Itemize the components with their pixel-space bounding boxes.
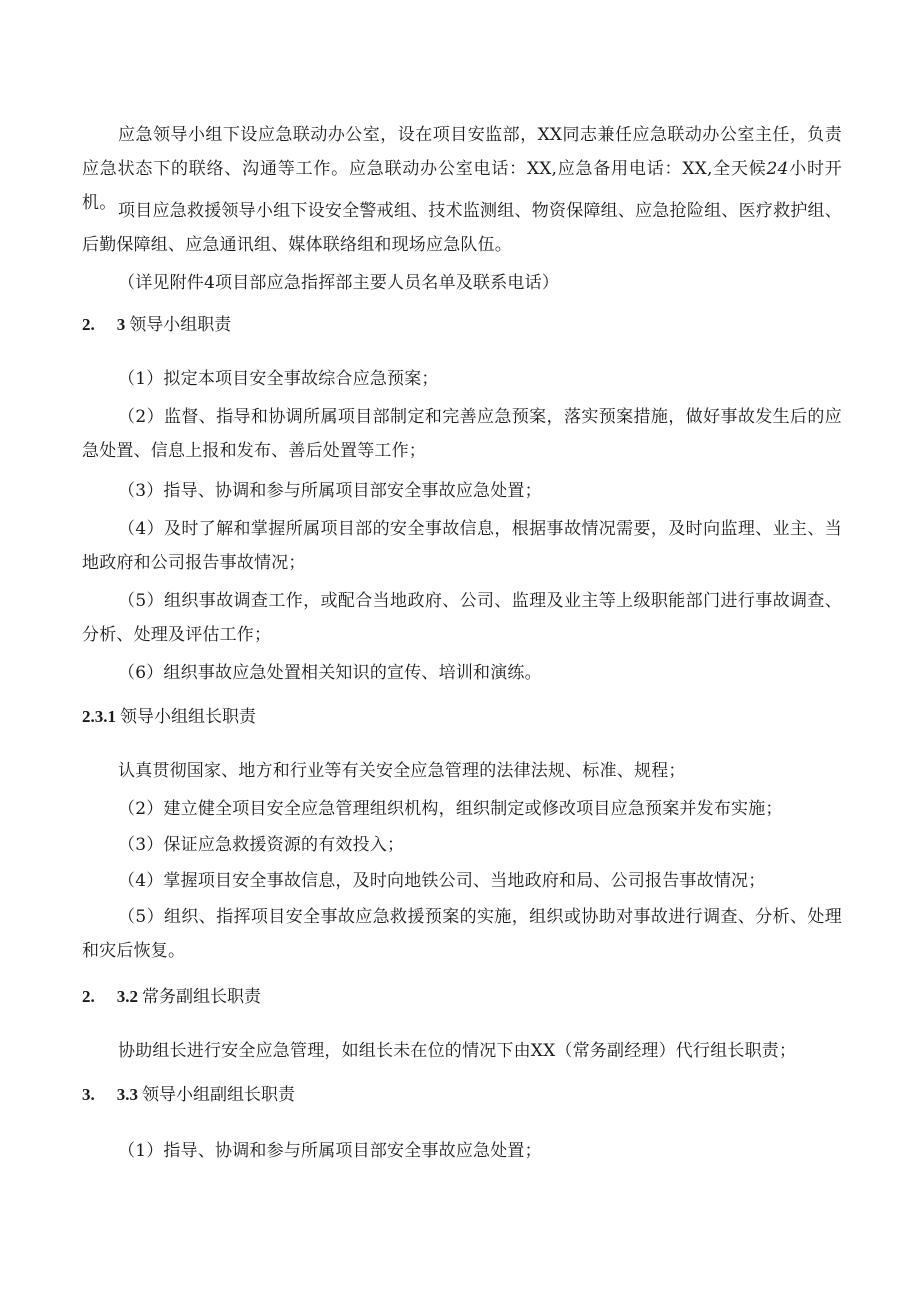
list-item: （3）指导、协调和参与所属项目部安全事故应急处置； bbox=[118, 481, 542, 501]
heading-2-3-2 bbox=[82, 980, 261, 1014]
list-item: （2）监督、指导和协调所属项目部制定和完善应急预案，落实预案措施，做好事故发生后的应急处置、信息上报和发布、善后处置等工作； bbox=[82, 407, 842, 461]
paragraph-office-hours: 24 bbox=[766, 159, 789, 179]
heading-2-3-num-b: 3 bbox=[116, 315, 126, 334]
heading-3-3-3 bbox=[82, 1078, 295, 1112]
list-item: （1）拟定本项目安全事故综合应急预案； bbox=[118, 369, 439, 389]
heading-2-3-title: 领导小组职责 bbox=[129, 315, 232, 335]
list-item: （5）组织事故调查工作，或配合当地政府、公司、监理及业主等上级职能部门进行事故调查、分析、处理及评估工作； bbox=[82, 591, 842, 645]
paragraph-lead: 协助组长进行安全应急管理，如组长未在位的情况下由XX（常务副经理）代行组长职责； bbox=[118, 1041, 797, 1061]
list-item: （1）指导、协调和参与所属项目部安全事故应急处置； bbox=[118, 1141, 542, 1161]
heading-3-3-3-title: 领导小组副组长职责 bbox=[142, 1085, 295, 1105]
heading-2-3-1-title: 领导小组组长职责 bbox=[120, 707, 256, 727]
list-item: （2）建立健全项目安全应急管理组织机构，组织制定或修改项目应急预案并发布实施； bbox=[118, 799, 783, 819]
paragraph-groups: 项目应急救援领导小组下设安全警戒组、技术监测组、物资保障组、应急抢险组、医疗救护组、后勤保障组、应急通讯组、媒体联络组和现场应急队伍。 bbox=[82, 201, 842, 255]
paragraph-lead: 认真贯彻国家、地方和行业等有关安全应急管理的法律法规、标准、规程； bbox=[118, 761, 686, 781]
paragraph-attachment-note: （详见附件4项目部应急指挥部主要人员名单及联系电话） bbox=[118, 273, 560, 293]
list-item: （5）组织、指挥项目安全事故应急救援预案的实施，组织或协助对事故进行调查、分析、处理和灾后恢复。 bbox=[82, 907, 842, 961]
heading-2-3 bbox=[82, 308, 231, 342]
heading-2-3-2-title: 常务副组长职责 bbox=[142, 987, 261, 1007]
heading-3-3-3-num-b: 3.3 bbox=[116, 1085, 138, 1104]
paragraph-office-tail: 小时开机。 bbox=[82, 159, 842, 213]
list-item: （4）掌握项目安全事故信息，及时向地铁公司、当地政府和局、公司报告事故情况； bbox=[118, 871, 766, 891]
heading-2-3-1-num: 2.3.1 bbox=[82, 707, 116, 726]
list-item: （6）组织事故应急处置相关知识的宣传、培训和演练。 bbox=[118, 663, 542, 683]
heading-2-3-2-num-b: 3.2 bbox=[116, 987, 138, 1006]
heading-2-3-2-num-a: 2. bbox=[82, 987, 95, 1006]
heading-3-3-3-num-a: 3. bbox=[82, 1085, 95, 1104]
list-item: （4）及时了解和掌握所属项目部的安全事故信息，根据事故情况需要，及时向监理、业主、当地政府和公司报告事故情况； bbox=[82, 519, 842, 573]
list-item: （3）保证应急救援资源的有效投入； bbox=[118, 835, 405, 855]
heading-2-3-1 bbox=[82, 700, 256, 734]
heading-2-3-num-a: 2. bbox=[82, 315, 95, 334]
paragraph-office-text: 应急领导小组下设应急联动办公室，设在项目安监部，XX同志兼任应急联动办公室主任，负责应急状态下的联络、沟通等工作。应急联动办公室电话：XX,应急备用电话：XX,全天候 bbox=[82, 125, 842, 179]
